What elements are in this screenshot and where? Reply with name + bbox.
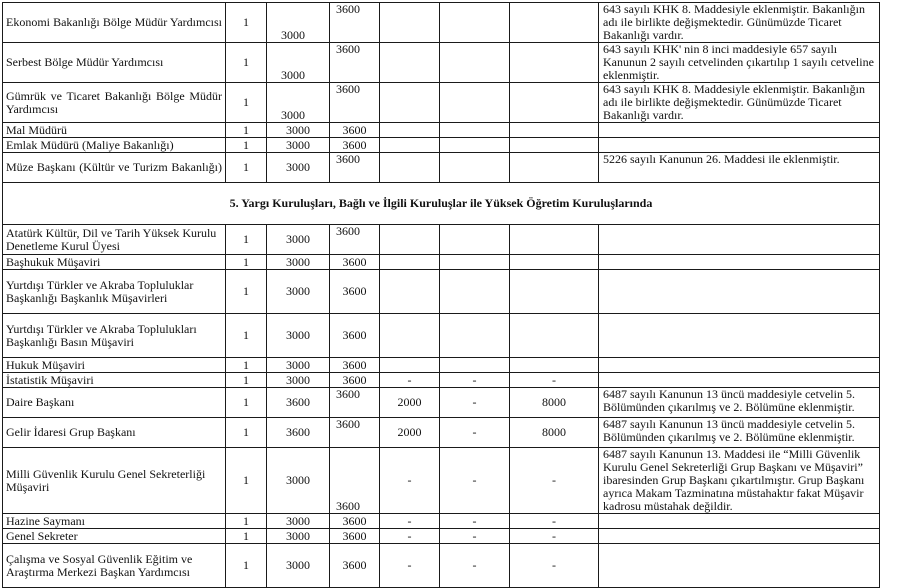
note-cell xyxy=(599,225,880,255)
table-row xyxy=(3,3,880,43)
title-cell: Mal Müdürü xyxy=(3,123,226,138)
note-cell xyxy=(599,314,880,358)
duty-allowance-cell: - xyxy=(510,373,599,388)
compensation-cell xyxy=(380,225,440,255)
indicator-cell: 3000 xyxy=(267,373,330,388)
title-cell: İstatistik Müşaviri xyxy=(3,373,226,388)
section-row-group xyxy=(3,183,880,225)
grade-cell: 1 xyxy=(226,138,267,153)
additional-indicator-cell: 3600 xyxy=(330,448,380,514)
compensation-cell xyxy=(380,43,440,83)
table-row xyxy=(3,448,880,514)
representation-cell: - xyxy=(440,514,510,529)
note-cell xyxy=(599,255,880,270)
grade-cell: 1 xyxy=(226,514,267,529)
title-cell: Yurtdışı Türkler ve Akraba Topluluklar Başkanlığı Başkanlık Müşavirleri xyxy=(3,270,226,314)
title-cell: Müze Başkanı (Kültür ve Turizm Bakanlığı) xyxy=(3,153,226,183)
note-cell: 5226 sayılı Kanunun 26. Maddesi ile eklenmiştir. xyxy=(599,153,880,183)
table-row xyxy=(3,418,880,448)
title-cell: Gümrük ve Ticaret Bakanlığı Bölge Müdür Yardımcısı xyxy=(3,83,226,123)
table-row xyxy=(3,544,880,588)
table-row xyxy=(3,83,880,123)
title-cell: Milli Güvenlik Kurulu Genel Sekreterliği Müşaviri xyxy=(3,448,226,514)
duty-allowance-cell xyxy=(510,358,599,373)
compensation-cell xyxy=(380,153,440,183)
duty-allowance-cell xyxy=(510,83,599,123)
note-cell xyxy=(599,123,880,138)
section-title: 5. Yargı Kuruluşları, Bağlı ve İlgili Kuruluşlar ile Yüksek Öğretim Kuruluşlarında xyxy=(3,183,880,225)
title-cell: Genel Sekreter xyxy=(3,529,226,544)
additional-indicator-cell: 3600 xyxy=(330,314,380,358)
indicator-cell: 3000 xyxy=(267,314,330,358)
representation-cell xyxy=(440,270,510,314)
grade-cell: 1 xyxy=(226,3,267,43)
indicator-cell: 3000 xyxy=(267,514,330,529)
title-cell: Serbest Bölge Müdür Yardımcısı xyxy=(3,43,226,83)
compensation-cell xyxy=(380,123,440,138)
grade-cell: 1 xyxy=(226,83,267,123)
table-row xyxy=(3,43,880,83)
compensation-cell: 2000 xyxy=(380,418,440,448)
table-row xyxy=(3,153,880,183)
title-cell: Çalışma ve Sosyal Güvenlik Eğitim ve Araştırma Merkezi Başkan Yardımcısı xyxy=(3,544,226,588)
compensation-cell: - xyxy=(380,448,440,514)
additional-indicator-cell: 3600 xyxy=(330,225,380,255)
additional-indicator-cell: 3600 xyxy=(330,138,380,153)
grade-cell: 1 xyxy=(226,153,267,183)
duty-allowance-cell: - xyxy=(510,529,599,544)
compensation-cell xyxy=(380,3,440,43)
additional-indicator-cell: 3600 xyxy=(330,529,380,544)
table-row xyxy=(3,138,880,153)
title-cell: Hazine Saymanı xyxy=(3,514,226,529)
indicator-cell: 3000 xyxy=(267,448,330,514)
table-body-top xyxy=(3,3,880,183)
table-row xyxy=(3,514,880,529)
note-cell xyxy=(599,529,880,544)
representation-cell xyxy=(440,83,510,123)
note-cell: 6487 sayılı Kanunun 13 üncü maddesiyle cetvelin 5. Bölümünden çıkarılmış ve 2. Bölümüne eklenmiştir. xyxy=(599,388,880,418)
note-cell: 6487 sayılı Kanunun 13. Maddesi ile “Milli Güvenlik Kurulu Genel Sekreterliği Grup Başkanı ve Müşaviri” ibaresinden Grup Başkanı çıkartılmıştır. Grup Başkanı ayrıca Makam Tazminatına müstahaktır fakat Müşavir kadrosu müstahak değildir. xyxy=(599,448,880,514)
grade-cell: 1 xyxy=(226,358,267,373)
table-row xyxy=(3,373,880,388)
title-cell: Daire Başkanı xyxy=(3,388,226,418)
additional-indicator-cell: 3600 xyxy=(330,388,380,418)
representation-cell xyxy=(440,358,510,373)
table-row xyxy=(3,225,880,255)
duty-allowance-cell xyxy=(510,43,599,83)
additional-indicator-cell: 3600 xyxy=(330,358,380,373)
additional-indicator-cell: 3600 xyxy=(330,43,380,83)
title-cell: Hukuk Müşaviri xyxy=(3,358,226,373)
duty-allowance-cell xyxy=(510,153,599,183)
grade-cell: 1 xyxy=(226,225,267,255)
representation-cell xyxy=(440,3,510,43)
duty-allowance-cell: 8000 xyxy=(510,418,599,448)
title-cell: Ekonomi Bakanlığı Bölge Müdür Yardımcısı xyxy=(3,3,226,43)
title-cell: Başhukuk Müşaviri xyxy=(3,255,226,270)
duty-allowance-cell: 8000 xyxy=(510,388,599,418)
note-cell xyxy=(599,544,880,588)
duty-allowance-cell xyxy=(510,138,599,153)
additional-indicator-cell: 3600 xyxy=(330,153,380,183)
compensation-cell: 2000 xyxy=(380,388,440,418)
indicator-cell: 3000 xyxy=(267,529,330,544)
note-cell xyxy=(599,514,880,529)
representation-cell xyxy=(440,123,510,138)
indicator-cell: 3000 xyxy=(267,544,330,588)
indicator-cell: 3000 xyxy=(267,358,330,373)
additional-indicator-cell: 3600 xyxy=(330,123,380,138)
compensation-cell xyxy=(380,138,440,153)
representation-cell: - xyxy=(440,529,510,544)
additional-indicator-cell: 3600 xyxy=(330,418,380,448)
table-row xyxy=(3,255,880,270)
table-row xyxy=(3,314,880,358)
indicator-cell: 3000 xyxy=(267,255,330,270)
duty-allowance-cell xyxy=(510,270,599,314)
duty-allowance-cell xyxy=(510,225,599,255)
note-cell: 643 sayılı KHK 8. Maddesiyle eklenmiştir. Bakanlığın adı ile birlikte değişmektedir. Günümüzde Ticaret Bakanlığı vardır. xyxy=(599,3,880,43)
grade-cell: 1 xyxy=(226,43,267,83)
note-cell: 643 sayılı KHK 8. Maddesiyle eklenmiştir. Bakanlığın adı ile birlikte değişmektedir. Günümüzde Ticaret Bakanlığı vardır. xyxy=(599,83,880,123)
indicator-cell: 3000 xyxy=(267,3,330,43)
title-cell: Atatürk Kültür, Dil ve Tarih Yüksek Kurulu Denetleme Kurul Üyesi xyxy=(3,225,226,255)
note-cell: 643 sayılı KHK' nin 8 inci maddesiyle 657 sayılı Kanunun 2 sayılı cetvelinden çıkartılıp 1 sayılı cetveline eklenmiştir. xyxy=(599,43,880,83)
additional-indicator-cell: 3600 xyxy=(330,255,380,270)
indicator-cell: 3000 xyxy=(267,43,330,83)
note-cell xyxy=(599,358,880,373)
duty-allowance-cell: - xyxy=(510,544,599,588)
section-header-row xyxy=(3,183,880,225)
cadre-table xyxy=(2,2,880,588)
additional-indicator-cell: 3600 xyxy=(330,3,380,43)
representation-cell xyxy=(440,225,510,255)
note-cell xyxy=(599,373,880,388)
indicator-cell: 3600 xyxy=(267,388,330,418)
duty-allowance-cell: - xyxy=(510,514,599,529)
representation-cell xyxy=(440,255,510,270)
representation-cell: - xyxy=(440,544,510,588)
representation-cell xyxy=(440,153,510,183)
additional-indicator-cell: 3600 xyxy=(330,544,380,588)
note-cell xyxy=(599,270,880,314)
indicator-cell: 3000 xyxy=(267,83,330,123)
grade-cell: 1 xyxy=(226,448,267,514)
indicator-cell: 3000 xyxy=(267,270,330,314)
representation-cell: - xyxy=(440,418,510,448)
table-row xyxy=(3,358,880,373)
grade-cell: 1 xyxy=(226,544,267,588)
grade-cell: 1 xyxy=(226,123,267,138)
duty-allowance-cell xyxy=(510,3,599,43)
grade-cell: 1 xyxy=(226,255,267,270)
additional-indicator-cell: 3600 xyxy=(330,514,380,529)
representation-cell: - xyxy=(440,388,510,418)
additional-indicator-cell: 3600 xyxy=(330,83,380,123)
representation-cell xyxy=(440,138,510,153)
grade-cell: 1 xyxy=(226,314,267,358)
grade-cell: 1 xyxy=(226,270,267,314)
representation-cell xyxy=(440,43,510,83)
compensation-cell xyxy=(380,255,440,270)
table-row xyxy=(3,123,880,138)
table-body-bottom xyxy=(3,225,880,588)
compensation-cell: - xyxy=(380,544,440,588)
compensation-cell xyxy=(380,314,440,358)
note-cell xyxy=(599,138,880,153)
duty-allowance-cell: - xyxy=(510,448,599,514)
duty-allowance-cell xyxy=(510,314,599,358)
compensation-cell xyxy=(380,270,440,314)
grade-cell: 1 xyxy=(226,373,267,388)
compensation-cell: - xyxy=(380,529,440,544)
table-row xyxy=(3,529,880,544)
title-cell: Gelir İdaresi Grup Başkanı xyxy=(3,418,226,448)
table-row xyxy=(3,270,880,314)
compensation-cell xyxy=(380,83,440,123)
table-row xyxy=(3,388,880,418)
duty-allowance-cell xyxy=(510,255,599,270)
representation-cell xyxy=(440,314,510,358)
indicator-cell: 3000 xyxy=(267,138,330,153)
note-cell: 6487 sayılı Kanunun 13 üncü maddesiyle cetvelin 5. Bölümünden çıkarılmış ve 2. Bölümüne eklenmiştir. xyxy=(599,418,880,448)
compensation-cell xyxy=(380,358,440,373)
compensation-cell: - xyxy=(380,373,440,388)
grade-cell: 1 xyxy=(226,418,267,448)
additional-indicator-cell: 3600 xyxy=(330,270,380,314)
indicator-cell: 3000 xyxy=(267,123,330,138)
title-cell: Emlak Müdürü (Maliye Bakanlığı) xyxy=(3,138,226,153)
representation-cell: - xyxy=(440,448,510,514)
grade-cell: 1 xyxy=(226,529,267,544)
title-cell: Yurtdışı Türkler ve Akraba Toplulukları Başkanlığı Basın Müşaviri xyxy=(3,314,226,358)
indicator-cell: 3600 xyxy=(267,418,330,448)
indicator-cell: 3000 xyxy=(267,153,330,183)
indicator-cell: 3000 xyxy=(267,225,330,255)
representation-cell: - xyxy=(440,373,510,388)
duty-allowance-cell xyxy=(510,123,599,138)
grade-cell: 1 xyxy=(226,388,267,418)
additional-indicator-cell: 3600 xyxy=(330,373,380,388)
compensation-cell: - xyxy=(380,514,440,529)
